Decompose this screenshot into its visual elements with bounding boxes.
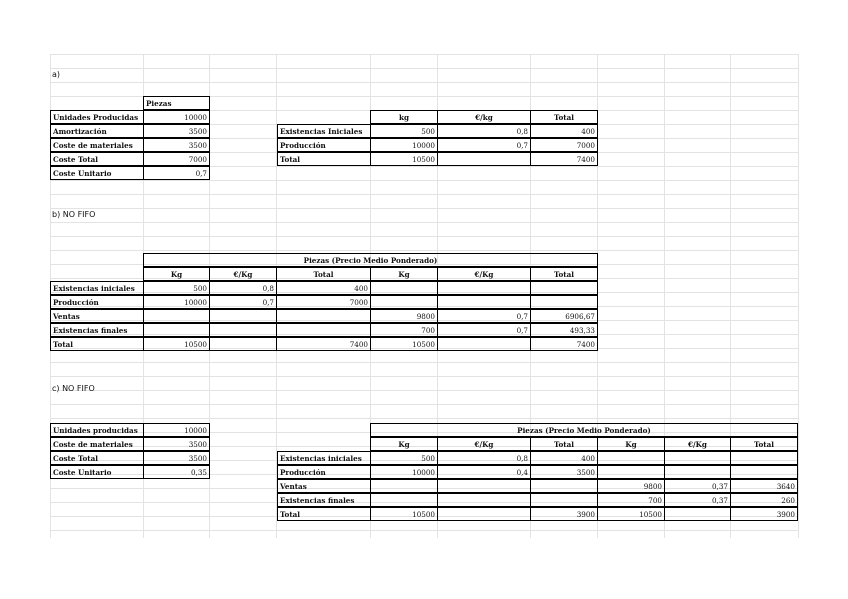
section-b-row-label: Ventas [50,309,144,323]
section-c-cell: 400 [530,451,598,465]
section-a-stock-price: 0,7 [437,138,531,152]
section-a-pieces-header: Piezas [143,96,210,110]
section-a-stock-total: 7000 [530,138,598,152]
section-b-cell: 10500 [370,337,438,351]
section-b-row-label: Producción [50,295,144,309]
section-b-label: b) NO FIFO [52,210,96,219]
section-a-label: a) [52,70,61,79]
section-c-cell [730,465,798,479]
section-b-cell: 0,7 [209,295,277,309]
section-a-row-label: Coste Total [50,152,144,166]
section-a-header-price: €/kg [437,110,531,124]
section-b-cell: 7000 [276,295,371,309]
section-c-row-label: Existencias finales [277,493,371,507]
section-c-cell [370,479,438,493]
section-a-row-label: Coste de materiales [50,138,144,152]
section-c-header: Kg [370,437,438,451]
section-b-cell: 700 [370,323,438,337]
section-c-cell: 3500 [530,465,598,479]
section-c-label: c) NO FIFO [52,384,95,393]
section-c-cell: 0,37 [664,479,731,493]
section-b-cell: 400 [276,281,371,295]
section-c-cell: 3640 [730,479,798,493]
section-c-row-value: 0,35 [143,465,210,479]
section-b-header: €/Kg [437,267,531,281]
section-b-cell [530,295,598,309]
section-c-row-label: Coste Total [50,451,144,465]
section-a-stock-total: 7400 [530,152,598,166]
section-b-header: Kg [143,267,210,281]
section-b-cell [370,281,438,295]
section-c-cell [664,451,731,465]
section-b-cell [437,281,531,295]
section-c-cell: 0,37 [664,493,731,507]
section-b-cell: 500 [143,281,210,295]
section-c-cell [730,451,798,465]
section-b-header: Total [530,267,598,281]
section-c-header: Total [530,437,598,451]
section-a-row-value: 10000 [143,110,210,124]
section-c-cell [437,493,531,507]
section-b-cell [143,309,210,323]
section-b-cell: 7400 [276,337,371,351]
section-b-cell [437,337,531,351]
section-c-row-label: Total [277,507,371,521]
section-c-row-label: Producción [277,465,371,479]
section-c-header: €/Kg [664,437,731,451]
section-c-table-title: Piezas (Precio Medio Ponderado) [370,423,798,437]
section-c-cell [437,479,531,493]
section-c-cell: 260 [730,493,798,507]
section-b-header: €/Kg [209,267,277,281]
section-c-header: €/Kg [437,437,531,451]
section-b-cell [209,337,277,351]
section-a-row-value: 3500 [143,138,210,152]
section-b-table-title: Piezas (Precio Medio Ponderado) [143,253,598,267]
section-a-stock-label: Producción [277,138,371,152]
section-a-header-kg: kg [370,110,438,124]
section-a-stock-label: Existencias Iniciales [277,124,371,138]
section-c-cell: 9800 [597,479,665,493]
section-c-cell [597,465,665,479]
section-a-stock-label: Total [277,152,371,166]
section-c-cell: 0,4 [437,465,531,479]
section-a-row-value: 7000 [143,152,210,166]
section-c-cell: 10500 [370,507,438,521]
section-a-stock-kg: 500 [370,124,438,138]
section-b-header: Kg [370,267,438,281]
section-b-cell [370,295,438,309]
section-a-row-label: Amortización [50,124,144,138]
section-c-row-label: Coste Unitario [50,465,144,479]
section-b-cell: 10000 [143,295,210,309]
section-a-header-total: Total [530,110,598,124]
section-c-row-value: 3500 [143,437,210,451]
section-b-row-label: Existencias finales [50,323,144,337]
section-c-cell: 10000 [370,465,438,479]
section-b-cell: 9800 [370,309,438,323]
section-c-cell: 3900 [530,507,598,521]
section-a-row-value: 0,7 [143,166,210,180]
section-c-row-label: Coste de materiales [50,437,144,451]
section-c-row-label: Ventas [277,479,371,493]
section-c-cell [437,507,531,521]
section-b-cell: 0,7 [437,323,531,337]
section-b-cell [209,309,277,323]
section-c-cell: 0,8 [437,451,531,465]
section-c-cell: 10500 [597,507,665,521]
section-a-row-label: Coste Unitario [50,166,144,180]
section-c-cell [597,451,665,465]
section-c-cell: 3900 [730,507,798,521]
section-b-cell: 10500 [143,337,210,351]
section-c-header: Total [730,437,798,451]
section-c-row-value: 3500 [143,451,210,465]
section-b-cell [143,323,210,337]
section-c-cell: 700 [597,493,665,507]
section-b-row-label: Total [50,337,144,351]
section-b-cell [530,281,598,295]
section-a-stock-price [437,152,531,166]
section-b-cell [437,295,531,309]
section-b-cell: 0,7 [437,309,531,323]
section-b-row-label: Existencias iniciales [50,281,144,295]
section-b-header: Total [276,267,371,281]
section-a-row-label: Unidades Producidas [50,110,144,124]
section-c-cell [370,493,438,507]
section-a-stock-kg: 10000 [370,138,438,152]
section-c-cell [530,493,598,507]
section-a-stock-kg: 10500 [370,152,438,166]
section-c-row-value: 10000 [143,423,210,437]
section-a-row-value: 3500 [143,124,210,138]
section-c-cell [664,465,731,479]
section-c-cell [530,479,598,493]
section-b-cell: 493,33 [530,323,598,337]
section-b-cell: 7400 [530,337,598,351]
section-c-header: Kg [597,437,665,451]
section-c-cell: 500 [370,451,438,465]
section-c-row-label: Existencias iniciales [277,451,371,465]
section-b-cell: 6906,67 [530,309,598,323]
section-b-cell [209,323,277,337]
section-c-row-label: Unidades producidas [50,423,144,437]
section-b-cell [276,309,371,323]
section-a-stock-total: 400 [530,124,598,138]
section-b-cell: 0,8 [209,281,277,295]
section-a-stock-price: 0,8 [437,124,531,138]
section-c-cell [664,507,731,521]
section-b-cell [276,323,371,337]
